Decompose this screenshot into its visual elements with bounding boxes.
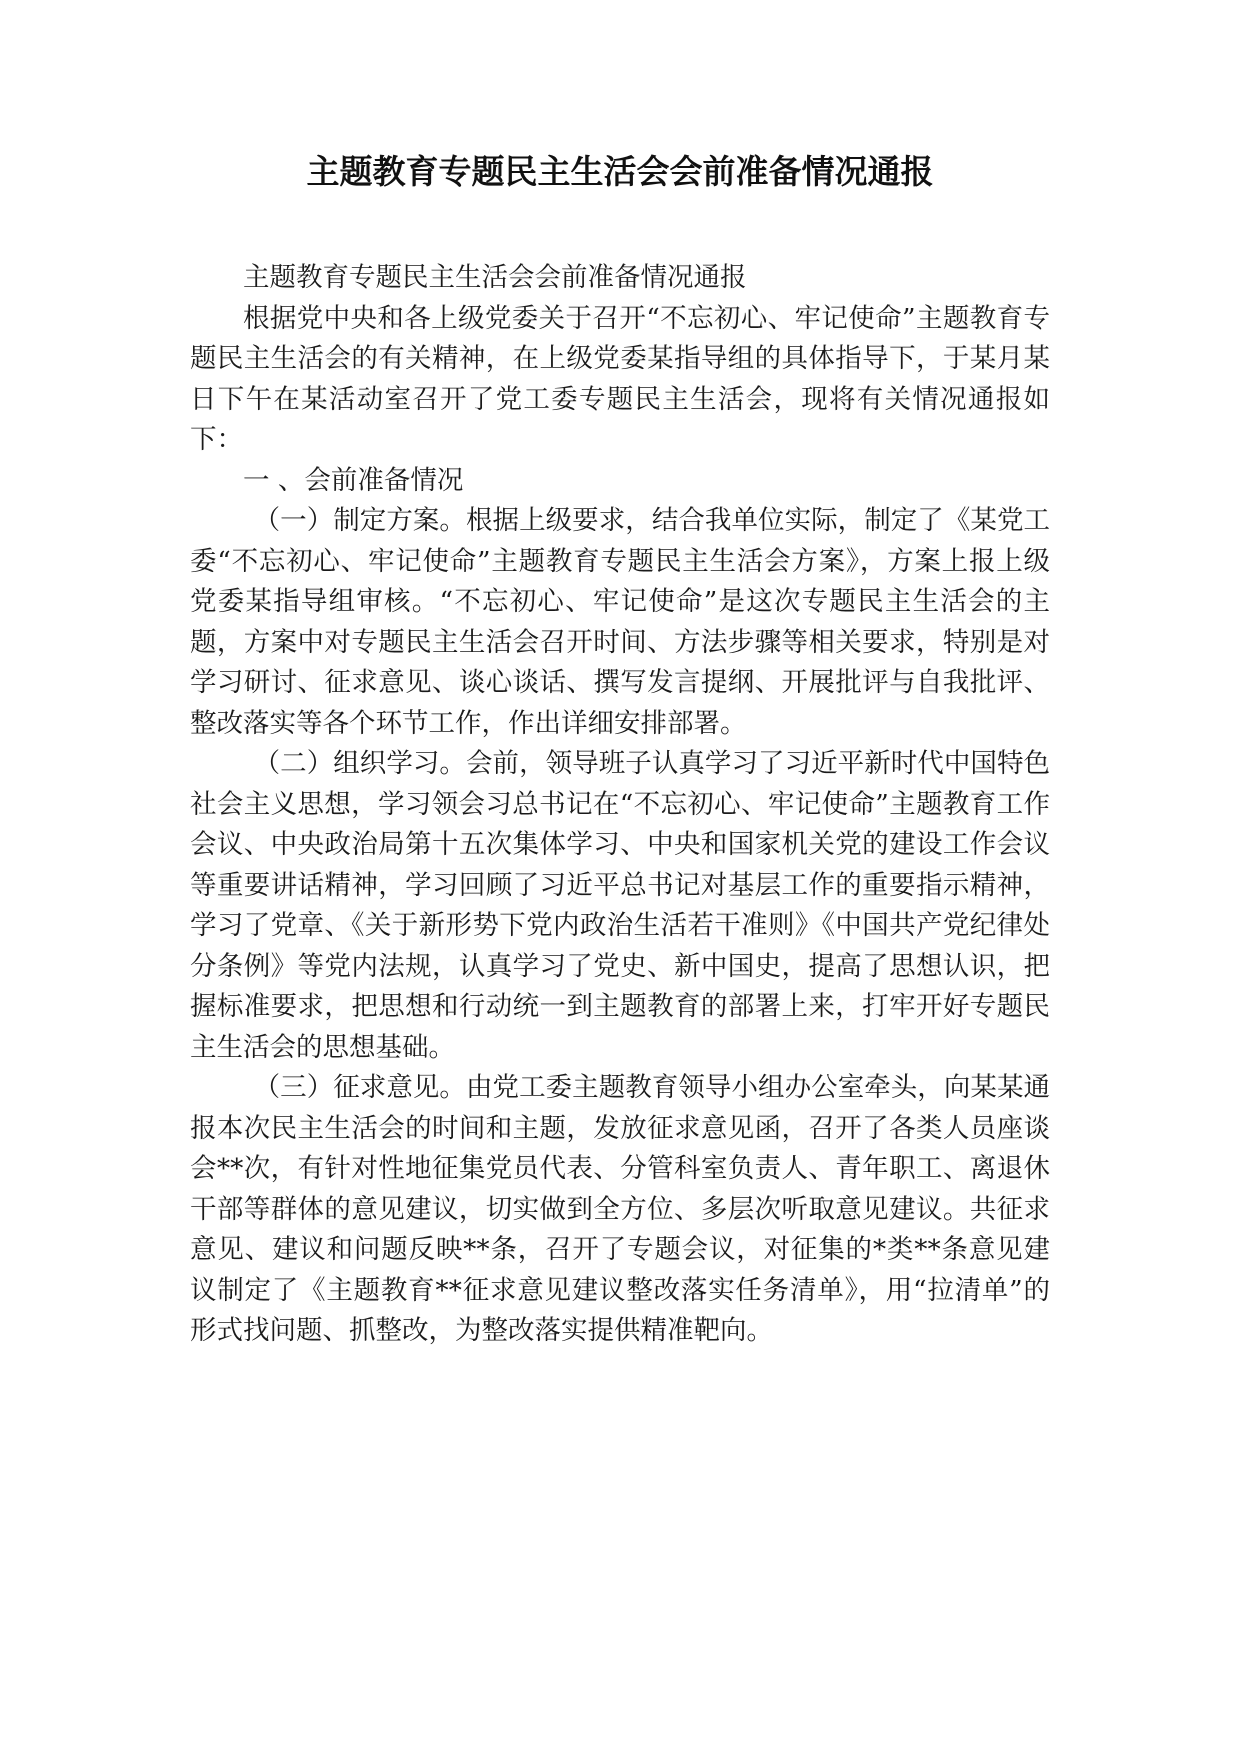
body-subtitle: 主题教育专题民主生活会会前准备情况通报 xyxy=(243,262,747,293)
document-title: 主题教育专题民主生活会会前准备情况通报 xyxy=(306,152,934,191)
intro-paragraph: 根据党中央和各上级党委关于召开“不忘初心、牢记使命”主题教育专题民主生活会的有关精神，在上级党委某指导组的具体指导下，于某月某日下午在某活动室召开了党工委专题民主生活会，现将有关情况通报如下： xyxy=(190,302,1050,455)
paragraph-study: （二）组织学习。会前，领导班子认真学习了习近平新时代中国特色社会主义思想，学习领会习总书记在“不忘初心、牢记使命”主题教育工作会议、中央政治局第十五次集体学习、中央和国家机关党的建设工作会议等重要讲话精神，学习回顾了习近平总书记对基层工作的重要指示精神，学习了党章、《关于新形势下党内政治生活若干准则》《中国共产党纪律处分条例》等党内法规，认真学习了党史、新中国史，提高了思想认识，把握标准要求，把思想和行动统一到主题教育的部署上来，打牢开好专题民主生活会的思想基础。 xyxy=(190,748,1050,1063)
paragraph-opinions: （三）征求意见。由党工委主题教育领导小组办公室牵头，向某某通报本次民主生活会的时间和主题，发放征求意见函，召开了各类人员座谈会**次，有针对性地征集党员代表、分管科室负责人、青年职工、离退休干部等群体的意见建议，切实做到全方位、多层次听取意见建议。共征求意见、建议和问题反映**条，召开了专题会议，对征集的*类**条意见建议制定了《主题教育**征求意见建议整改落实任务清单》，用“拉清单”的形式找问题、抓整改，为整改落实提供精准靶向。 xyxy=(190,1072,1050,1346)
paragraph-plan: （一）制定方案。根据上级要求，结合我单位实际，制定了《某党工委“不忘初心、牢记使命”主题教育专题民主生活会方案》，方案上报上级党委某指导组审核。“不忘初心、牢记使命”是这次专题民主生活会的主题，方案中对专题民主生活会召开时间、方法步骤等相关要求，特别是对学习研讨、征求意见、谈心谈话、撰写发言提纲、开展批评与自我批评、整改落实等各个环节工作，作出详细安排部署。 xyxy=(190,505,1050,739)
section-heading: 一 、会前准备情况 xyxy=(243,464,464,496)
document-body xyxy=(190,258,1050,1352)
